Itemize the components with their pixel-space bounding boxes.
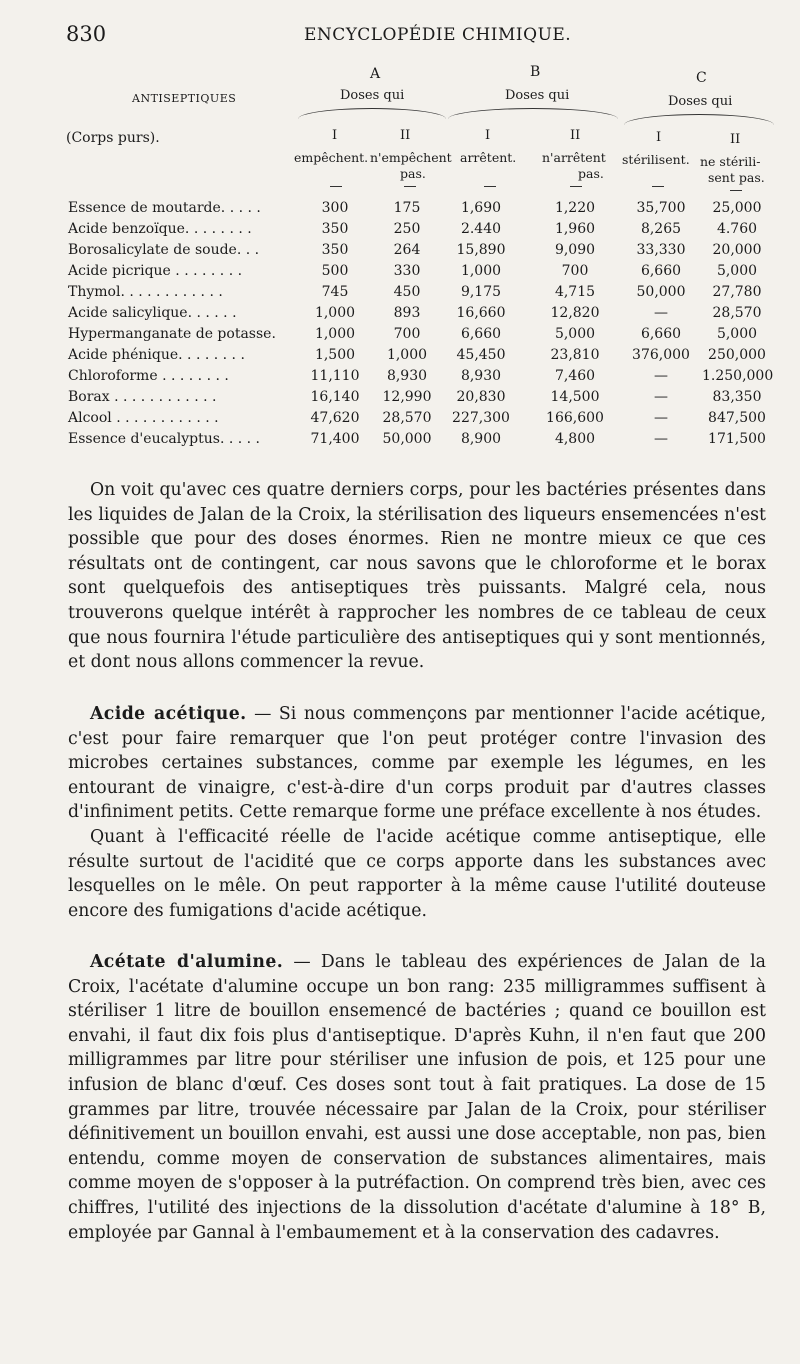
dose-value: 171,500 — [708, 431, 766, 447]
dose-value: 2.440 — [460, 221, 502, 237]
dose-value: 330 — [393, 263, 421, 279]
table-row — [0, 242, 800, 263]
antiseptic-name: Alcool . . . . . . . . . . . . — [68, 410, 219, 426]
dose-value: 9,175 — [460, 284, 502, 300]
dose-value: 250 — [393, 221, 421, 237]
dose-value: 4.760 — [716, 221, 758, 237]
col-label-2: n'empêchent — [370, 150, 452, 165]
dose-value: — — [654, 305, 668, 321]
dose-value: 6,660 — [640, 326, 682, 342]
dose-value: 1.250,000 — [702, 368, 774, 384]
paragraph-text: — Si nous commençons par mentionner l'acide acétique, c'est pour faire remarquer que l'on peut protéger contre l'invasion des microbes certaines substances, comme par exemple les légumes, en les entourant de vinaigre, c'est-à-dire d'un corps produit par d'autres classes d'infiniment petits. Cette remarque forme une préface excellente à nos études. — [68, 704, 766, 823]
corps-purs-label: (Corps purs). — [66, 130, 160, 146]
col-label-5: stérilisent. — [622, 152, 690, 167]
dose-value: 5,000 — [716, 263, 758, 279]
dose-value: 350 — [321, 221, 349, 237]
column-rule — [730, 190, 742, 191]
dose-value: 16,140 — [310, 389, 360, 405]
table-row — [0, 305, 800, 326]
group-letter-a: A — [370, 66, 381, 82]
table-row — [0, 389, 800, 410]
dose-value: 1,000 — [314, 326, 356, 342]
column-rule — [330, 186, 342, 187]
dose-value: 450 — [393, 284, 421, 300]
dose-value: 847,500 — [708, 410, 766, 426]
column-rule — [570, 186, 582, 187]
antiseptic-name: Borax . . . . . . . . . . . . — [68, 389, 217, 405]
section-acetate-alumine — [68, 950, 766, 1245]
page-header — [66, 22, 760, 50]
brace-b — [448, 108, 618, 119]
group-title-b: Doses qui — [505, 88, 570, 103]
dose-value: 23,810 — [550, 347, 600, 363]
dose-value: 47,620 — [310, 410, 360, 426]
table-row — [0, 200, 800, 221]
dose-value: 25,000 — [712, 200, 762, 216]
dose-value: 8,930 — [460, 368, 502, 384]
dose-value: 8,900 — [460, 431, 502, 447]
antiseptic-name: Chloroforme . . . . . . . . — [68, 368, 229, 384]
dose-value: 8,930 — [386, 368, 428, 384]
dose-value: — — [654, 389, 668, 405]
dose-value: 1,000 — [314, 305, 356, 321]
dose-value: 1,000 — [460, 263, 502, 279]
dose-value: 350 — [321, 242, 349, 258]
table-header — [0, 62, 800, 212]
dose-value: 6,660 — [460, 326, 502, 342]
table-row — [0, 410, 800, 431]
paragraph-text: — Dans le tableau des expériences de Jalan de la Croix, l'acétate d'alumine occupe un bon rang: 235 milligrammes suffisent à stériliser 1 litre de bouillon ensemencé de bactéries ; quand ce bouillon est envahi, il faut dix fois plus d'antiseptique. D'après Kuhn, il n'en faut que 200 milligrammes par litre pour stériliser une infusion de pois, et 125 pour une infusion de blanc d'œuf. Ces doses sont tout à fait pratiques. La dose de 15 grammes par litre, trouvée nécessaire par Jalan de la Croix, pour stériliser définitivement un bouillon envahi, est aussi une dose acceptable, non pas, bien entendu, comme moyen de conservation de substances alimentaires, mais comme moyen de s'opposer à la putréfaction. On comprend très bien, avec ces chiffres, l'utilité des injections de la dissolution d'acétate d'alumine à 18° B, employée par Gannal à l'embaumement et à la conservation des cadavres. — [68, 952, 766, 1243]
dose-value: 4,715 — [554, 284, 596, 300]
dose-value: 9,090 — [554, 242, 596, 258]
dose-value: — — [654, 368, 668, 384]
antiseptic-name: Hypermanganate de potasse. — [68, 326, 276, 342]
dose-value: 45,450 — [456, 347, 506, 363]
dose-value: 166,600 — [546, 410, 604, 426]
table-row — [0, 368, 800, 389]
antiseptiques-heading: ANTISEPTIQUES — [132, 92, 237, 105]
dose-value: 15,890 — [456, 242, 506, 258]
table-row — [0, 326, 800, 347]
dose-value: 376,000 — [632, 347, 690, 363]
dose-value: 1,500 — [314, 347, 356, 363]
dose-value: 893 — [393, 305, 421, 321]
dose-value: 71,400 — [310, 431, 360, 447]
dose-value: — — [654, 410, 668, 426]
dose-value: — — [654, 431, 668, 447]
antiseptic-name: Essence de moutarde. . . . . — [68, 200, 261, 216]
dose-value: 7,460 — [554, 368, 596, 384]
column-rule — [404, 186, 416, 187]
dose-value: 250,000 — [708, 347, 766, 363]
dose-value: 1,690 — [460, 200, 502, 216]
antiseptic-name: Acide salicylique. . . . . . — [68, 305, 237, 321]
dose-value: 264 — [393, 242, 421, 258]
col-label-4-line2: pas. — [578, 166, 604, 181]
dose-value: 35,700 — [636, 200, 686, 216]
group-title-a: Doses qui — [340, 88, 405, 103]
antiseptic-name: Borosalicylate de soude. . . — [68, 242, 260, 258]
column-rule — [484, 186, 496, 187]
col-label-3: arrêtent. — [460, 150, 517, 165]
dose-value: 12,820 — [550, 305, 600, 321]
dose-value: 11,110 — [310, 368, 360, 384]
dose-value: 700 — [561, 263, 589, 279]
dose-value: 227,300 — [452, 410, 510, 426]
table-row — [0, 431, 800, 452]
roman-a-1: I — [332, 128, 338, 143]
brace-a — [298, 108, 446, 119]
dose-value: 300 — [321, 200, 349, 216]
dose-value: 500 — [321, 263, 349, 279]
dose-value: 14,500 — [550, 389, 600, 405]
roman-b-1: I — [485, 128, 491, 143]
dose-value: 1,220 — [554, 200, 596, 216]
dose-value: 1,960 — [554, 221, 596, 237]
section-acide-acetique — [68, 702, 766, 923]
dose-value: 12,990 — [382, 389, 432, 405]
table-row — [0, 347, 800, 368]
dose-value: 50,000 — [636, 284, 686, 300]
page-number: 830 — [66, 22, 107, 46]
dose-value: 1,000 — [386, 347, 428, 363]
antiseptic-name: Acide benzoïque. . . . . . . . — [68, 221, 252, 237]
antiseptic-name: Thymol. . . . . . . . . . . . — [68, 284, 223, 300]
dose-value: 5,000 — [716, 326, 758, 342]
dose-value: 6,660 — [640, 263, 682, 279]
dose-value: 700 — [393, 326, 421, 342]
antiseptic-name: Acide phénique. . . . . . . . — [68, 347, 245, 363]
antiseptic-name: Acide picrique . . . . . . . . — [68, 263, 243, 279]
dose-value: 175 — [393, 200, 421, 216]
dose-value: 16,660 — [456, 305, 506, 321]
dose-value: 8,265 — [640, 221, 682, 237]
col-label-4: n'arrêtent — [542, 150, 606, 165]
section-heading-acetate-alumine: Acétate d'alumine. — [90, 952, 284, 972]
roman-b-2: II — [570, 128, 581, 143]
running-title: ENCYCLOPÉDIE CHIMIQUE. — [304, 25, 572, 45]
group-letter-b: B — [530, 64, 541, 80]
dose-value: 33,330 — [636, 242, 686, 258]
group-letter-c: C — [696, 70, 707, 86]
paragraph-text: Quant à l'efficacité réelle de l'acide acétique comme antiseptique, elle résulte surtout de l'acidité que ce corps apporte dans les substances avec lesquelles on le mêle. On peut rapporter à la même cause l'utilité douteuse encore des fumigations d'acide acétique. — [68, 826, 766, 921]
dose-value: 4,800 — [554, 431, 596, 447]
brace-c — [624, 114, 774, 125]
table-row — [0, 284, 800, 305]
col-label-2-line2: pas. — [400, 166, 426, 181]
dose-value: 28,570 — [712, 305, 762, 321]
table-row — [0, 221, 800, 242]
section-heading-acide-acetique: Acide acétique. — [90, 704, 247, 724]
col-label-6: ne stérili- — [700, 154, 761, 169]
dose-value: 5,000 — [554, 326, 596, 342]
table-row — [0, 263, 800, 284]
column-rule — [652, 186, 664, 187]
group-title-c: Doses qui — [668, 94, 733, 109]
paragraph-intro — [68, 478, 766, 675]
dose-value: 83,350 — [712, 389, 762, 405]
col-label-1: empêchent. — [294, 150, 369, 165]
dose-value: 20,830 — [456, 389, 506, 405]
roman-c-2: II — [730, 132, 741, 147]
dose-value: 745 — [321, 284, 349, 300]
dose-value: 27,780 — [712, 284, 762, 300]
antiseptic-name: Essence d'eucalyptus. . . . . — [68, 431, 260, 447]
dose-value: 50,000 — [382, 431, 432, 447]
roman-c-1: I — [656, 130, 662, 145]
roman-a-2: II — [400, 128, 411, 143]
dose-value: 20,000 — [712, 242, 762, 258]
paragraph-text: On voit qu'avec ces quatre derniers corps, pour les bactéries présentes dans les liquides de Jalan de la Croix, la stérilisation des liqueurs ensemencées n'est possible que pour des doses énormes. Rien ne montre mieux ce que ces résultats ont de contingent, car nous savons que le chloroforme et le borax sont quelquefois des antiseptiques très puissants. Malgré cela, nous trouverons quelque intérêt à rapprocher les nombres de ce tableau de ceux que nous fournira l'étude particulière des antiseptiques qui y sont mentionnés, et dont nous allons commencer la revue. — [68, 480, 766, 673]
col-label-6-line2: sent pas. — [708, 170, 765, 185]
dose-value: 28,570 — [382, 410, 432, 426]
antiseptics-table — [0, 200, 800, 452]
